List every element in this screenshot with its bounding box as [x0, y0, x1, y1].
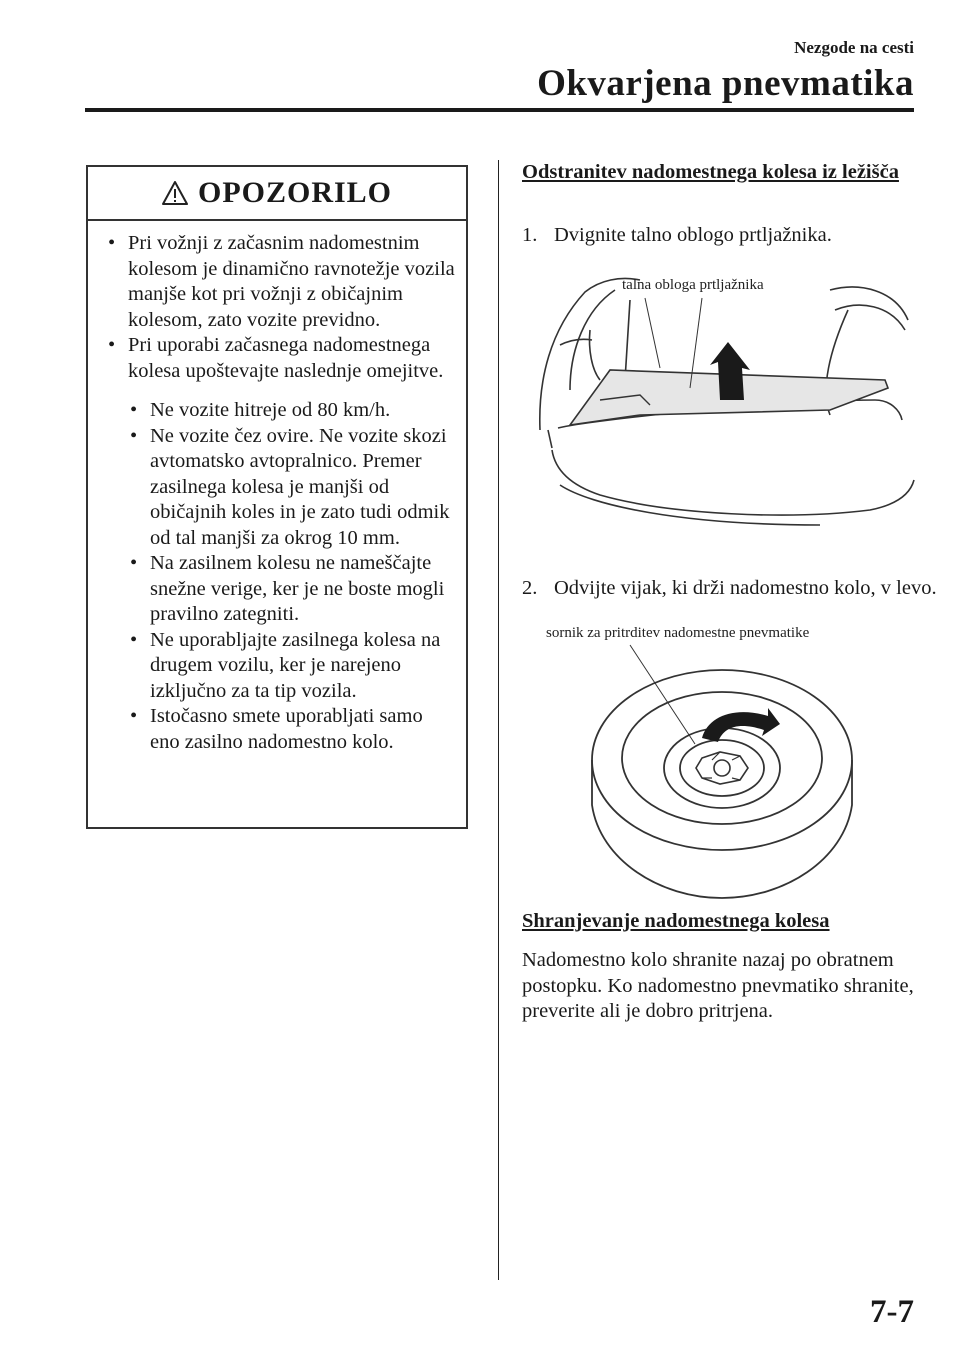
storage-text: Nadomestno kolo shranite nazaj po obratnem postopku. Ko nadomestno pnevmatiko shranite, preverite ali je dobro pritrjena.: [522, 949, 914, 1022]
bullet-dot: •: [130, 628, 138, 651]
warning-box: [86, 165, 468, 829]
removal-heading: Odstranitev nadomestnega kolesa iz ležišča: [522, 161, 899, 183]
floor-board-label: talna obloga prtljažnika: [622, 277, 764, 293]
column-divider: [498, 160, 499, 1280]
step-text: Dvignite talno oblogo prtljažnika.: [554, 224, 832, 246]
page-title: Okvarjena pnevmatika: [537, 63, 914, 104]
warning-subbullet: [100, 424, 456, 552]
warning-body: [88, 221, 466, 755]
bullet-dot: •: [130, 424, 138, 447]
header-rule: [85, 108, 914, 112]
step-number: 2.: [522, 576, 538, 599]
step-2: [522, 576, 949, 602]
warning-icon: [162, 180, 188, 206]
bullet-text: Pri vožnji z začasnim nadomestnim kolesom je dinamično ravnotežje vozila manjše kot pri vožnji z običajnim kolesom, zato vozite previdno.: [128, 232, 455, 331]
storage-heading: Shranjevanje nadomestnega kolesa: [522, 910, 830, 932]
bullet-dot: •: [130, 552, 138, 574]
subbullet-text: Istočasno smete uporabljati samo eno zasilno nadomestno kolo.: [150, 705, 423, 753]
spare-wheel-illustration: [530, 620, 910, 902]
warning-header: [88, 167, 466, 221]
warning-subbullet: [100, 551, 456, 628]
bullet-text: Pri uporabi začasnega nadomestnega kolesa upoštevajte naslednje omejitve.: [128, 334, 444, 382]
subbullet-text: Ne vozite čez ovire. Ne vozite skozi avtomatsko avtopralnico. Premer zasilnega kolesa je manjši od običajnih koles in je zato tudi odmik od tal manjši za okrog 10 mm.: [150, 424, 450, 549]
warning-subbullet: [100, 628, 456, 705]
bullet-dot: •: [130, 399, 138, 421]
bullet-dot: •: [108, 334, 116, 356]
step-number: 1.: [522, 224, 538, 246]
step-1: [522, 223, 949, 249]
section-name: Nezgode na cesti: [794, 38, 914, 57]
warning-subbullet: [100, 398, 456, 424]
subbullet-text: Ne vozite hitreje od 80 km/h.: [150, 399, 391, 421]
bullet-dot: •: [130, 705, 138, 727]
subbullet-text: Ne uporabljajte zasilnega kolesa na drugem vozilu, ker je narejeno izključno za ta tip vozila.: [150, 628, 441, 702]
spare-bolt-label: sornik za pritrditev nadomestne pnevmatike: [546, 625, 810, 641]
warning-title: OPOZORILO: [197, 176, 393, 209]
warning-bullet: [100, 333, 456, 384]
bullet-dot: •: [108, 232, 116, 254]
subbullet-text: Na zasilnem kolesu ne nameščajte snežne verige, ker je ne boste mogli pravilno zategniti.: [150, 552, 445, 625]
warning-subbullet: [100, 704, 456, 755]
trunk-illustration: [530, 270, 915, 528]
warning-bullet: [100, 231, 456, 333]
page-number: 7-7: [870, 1294, 914, 1330]
step-text: Odvijte vijak, ki drži nadomestno kolo, v levo.: [554, 576, 937, 599]
